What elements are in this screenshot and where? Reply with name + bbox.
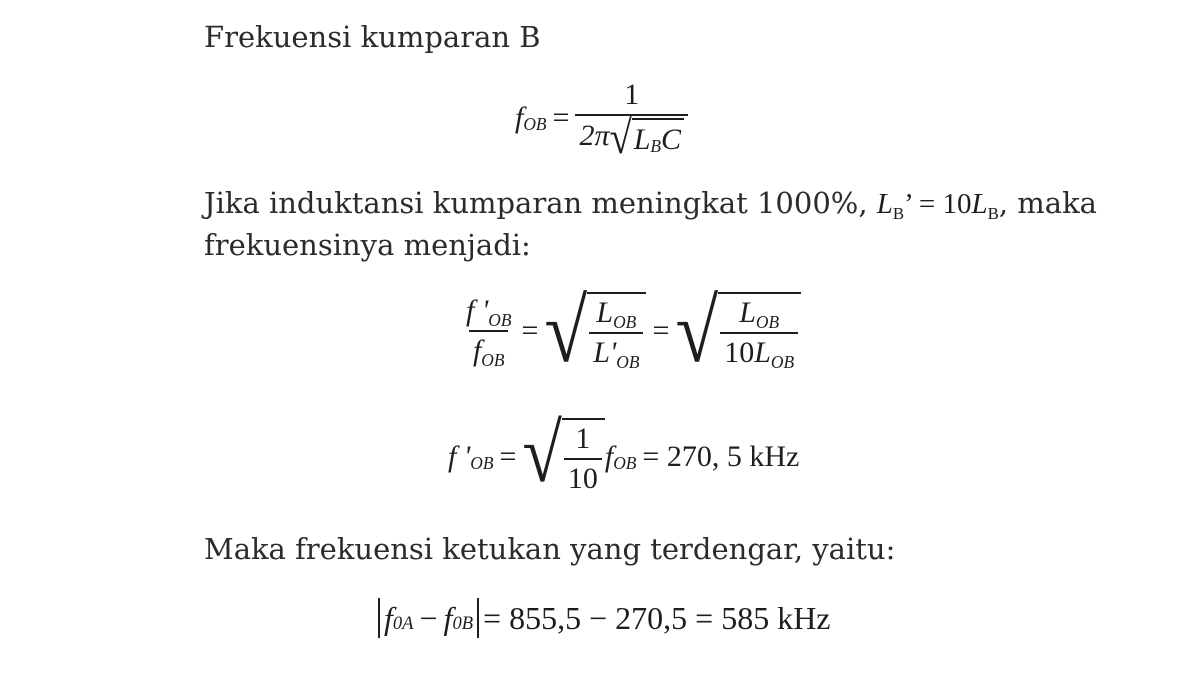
eq2-lprime-sub: OB xyxy=(616,352,640,373)
eq2-lprime: L' xyxy=(593,336,617,369)
abs-bar-right xyxy=(477,598,479,638)
eq2-l-den: L xyxy=(754,336,771,369)
inline-equals: = xyxy=(911,188,943,220)
eq2-l-den-sub: OB xyxy=(770,352,795,373)
eq1-fraction: 1 2π √ L B C xyxy=(575,78,688,159)
paragraph-coil-b-frequency: Frekuensi kumparan B xyxy=(204,20,541,54)
abs-bar-left xyxy=(378,598,380,638)
eq2-fprime: f ' xyxy=(466,294,489,327)
eq4-fb-sub: 0B xyxy=(452,613,474,635)
equation-beat-frequency: f 0A − f 0B = 855,5 − 270,5 = 585 kHz xyxy=(374,598,831,638)
eq3-num: 1 xyxy=(575,422,591,455)
eq2-l-num: L xyxy=(596,296,614,329)
eq2-sqrt-1: √ $\frac{L_{OB}}{L'_{OB}}$ xyxy=(544,292,646,370)
inline-coef: 10 xyxy=(942,188,972,220)
p2-text-a: Jika induktansi kumparan meningkat 1000%, xyxy=(204,186,877,220)
eq1-rad-c: C xyxy=(661,123,682,157)
eq1-lhs-sub: OB xyxy=(523,113,547,134)
equation-frequency-ratio: $\frac{f '_{OB}}{f_{OB}}$ = √ $\frac{L_{OB}}{L'_{OB}}$ = √ $\frac{L_{OB}}{10L_{OB}}$ xyxy=(462,292,801,370)
eq4-fa: f xyxy=(384,599,393,636)
inline-l1-sub: B xyxy=(892,203,905,223)
eq2-f: f xyxy=(472,334,482,367)
equation-new-frequency: f ' OB = √ $\frac{1}{10}$ f OB = 270, 5 kHz xyxy=(448,407,800,500)
eq2-ratio-fraction xyxy=(462,294,515,371)
eq3-lhs: f ' xyxy=(448,440,471,473)
equation-fob: f OB = 1 2π √ L B C xyxy=(515,78,688,159)
eq2-sqrt-2: √ $\frac{L_{OB}}{10L_{OB}}$ xyxy=(675,292,801,370)
inline-l1: L xyxy=(876,188,893,220)
eq1-den-coef: 2π xyxy=(579,119,610,153)
inline-prime: ’ xyxy=(904,188,912,220)
eq4-fa-sub: 0A xyxy=(392,613,414,635)
eq4-result: = 855,5 − 270,5 = 585 kHz xyxy=(483,599,831,636)
eq2-f-sub: OB xyxy=(481,350,505,371)
eq2-fprime-sub: OB xyxy=(488,310,512,331)
eq3-result: = 270, 5 kHz xyxy=(642,440,800,473)
eq1-rad-l-sub: B xyxy=(650,135,662,156)
eq2-l-num-sub: OB xyxy=(613,312,637,333)
eq3-f: f xyxy=(604,440,614,473)
inline-l2-sub: B xyxy=(987,203,999,223)
eq2-l-num2: L xyxy=(739,296,756,329)
paragraph-frequency-becomes: frekuensinya menjadi: xyxy=(204,228,531,262)
eq3-den: 10 xyxy=(564,458,602,496)
eq4-fb: f xyxy=(443,599,453,636)
paragraph-beat-frequency: Maka frekuensi ketukan yang terdengar, yaitu: xyxy=(204,532,896,566)
eq1-lhs: f xyxy=(515,101,524,135)
eq2-coef: 10 xyxy=(724,336,755,369)
eq1-rad-l: L xyxy=(633,123,651,157)
eq3-lhs-sub: OB xyxy=(470,452,494,473)
inline-equation-lb xyxy=(876,188,999,223)
eq3-sqrt: √ $\frac{1}{10}$ xyxy=(522,418,605,496)
eq1-numerator: 1 xyxy=(624,78,640,111)
eq3-f-sub: OB xyxy=(613,452,637,473)
inline-l2: L xyxy=(971,188,988,220)
p2-text-b: , maka xyxy=(998,186,1097,220)
eq2-l-num2-sub: OB xyxy=(755,312,780,333)
paragraph-inductance-increase xyxy=(204,184,1097,227)
